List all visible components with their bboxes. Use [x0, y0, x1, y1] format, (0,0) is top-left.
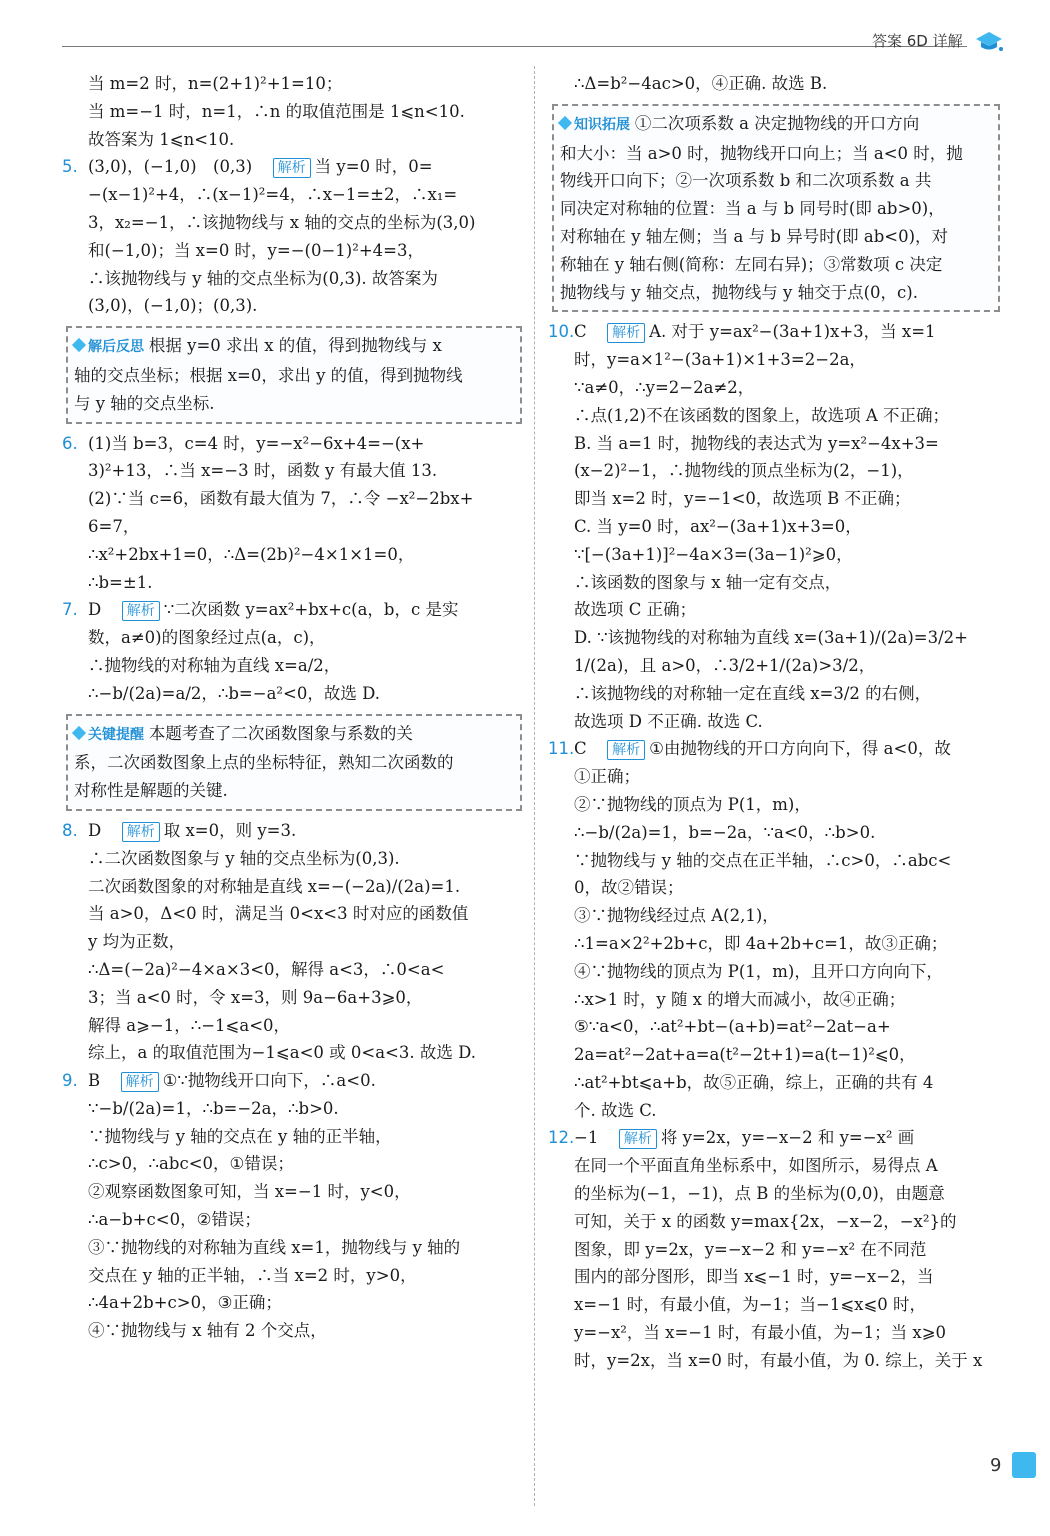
text-line: ∵a≠0，∴y=2−2a≠2，: [574, 377, 755, 397]
text-line: C. 当 y=0 时，ax²−(3a+1)x+3=0，: [574, 516, 862, 536]
text-line: ∴x²+2bx+1=0，∴Δ=(2b)²−4×1×1=0，: [88, 544, 415, 564]
question-number: 5.: [62, 157, 78, 177]
text-line: 交点在 y 轴的正半轴，∴当 x=2 时，y>0，: [88, 1265, 417, 1285]
text-line: 和大小：当 a>0 时，抛物线开口向上；当 a<0 时，抛: [560, 143, 963, 163]
answer-item: [62, 1067, 522, 1345]
text-line: 即当 x=2 时，y=−1<0，故选项 B 不正确；: [574, 489, 911, 509]
text-line: y 均为正数，: [88, 932, 186, 952]
text-line: 3)²+13，∴当 x=−3 时，函数 y 有最大值 13.: [88, 461, 438, 481]
text-line: ⑤∵a<0，∴at²+bt−(a+b)=at²−2at−a+: [574, 1017, 891, 1037]
text-line: 对称轴在 y 轴左侧；当 a 与 b 异号时(即 ab<0)，对: [560, 226, 949, 246]
text-line: −1 解析 将 y=2x，y=−x−2 和 y=−x² 画: [574, 1128, 915, 1148]
text-line: ∴a−b+c<0，②错误；: [88, 1210, 261, 1230]
analysis-tag: 解析: [607, 740, 645, 760]
question-number: 10.: [548, 322, 575, 342]
analysis-tag: 解析: [122, 601, 160, 621]
analysis-tag: 解析: [122, 822, 160, 842]
text-line: B. 当 a=1 时，抛物线的表达式为 y=x²−4x+3=: [574, 433, 939, 453]
text-line: D 解析 ∵二次函数 y=ax²+bx+c(a，b，c 是实: [88, 600, 459, 620]
right-column: [548, 70, 1000, 1375]
text-line: x=−1 时，有最小值，为−1；当−1⩽x⩽0 时，: [574, 1295, 927, 1315]
text-line: 解得 a⩾−1，∴−1⩽a<0，: [88, 1015, 291, 1035]
text-line: 当 m=2 时，n=(2+1)²+1=10；: [88, 74, 343, 93]
text-line: (3,0)，(−1,0)；(0,3).: [88, 296, 258, 316]
text-line: D 解析 取 x=0，则 y=3.: [88, 820, 297, 840]
note-tag: 关键提醒: [88, 726, 149, 743]
text-line: ∴Δ=b²−4ac>0，④正确. 故选 B.: [574, 74, 828, 93]
text-line: 个. 故选 C.: [574, 1100, 657, 1120]
question-number: 11.: [548, 739, 575, 759]
text-line: 当 m=−1 时，n=1，∴n 的取值范围是 1⩽n<10.: [88, 101, 465, 121]
text-line: 综上，a 的取值范围为−1⩽a<0 或 0<a<3. 故选 D.: [88, 1043, 476, 1063]
text-line: 2a=at²−2at+a=a(t²−2t+1)=a(t−1)²⩽0，: [574, 1045, 916, 1065]
text-line: 同决定对称轴的位置：当 a 与 b 同号时(即 ab>0)，: [560, 199, 945, 219]
question-number: 8.: [62, 820, 78, 840]
text-line: −(x−1)²+4，∴(x−1)²=4，∴x−1=±2，∴x₁=: [88, 185, 458, 205]
text-line: 系，二次函数图象上点的坐标特征，熟知二次函数的: [74, 753, 454, 773]
answer-item: [62, 153, 522, 320]
text-line: C 解析 ①由抛物线的开口方向向下，得 a<0，故: [574, 739, 951, 759]
text-line: 知识拓展 ①二次项系数 a 决定抛物线的开口方向: [560, 110, 992, 140]
page-header: [0, 0, 1050, 60]
text-line: C 解析 A. 对于 y=ax²−(3a+1)x+3，当 x=1: [574, 322, 936, 342]
text-line: ∴b=±1.: [88, 572, 153, 592]
question-number: 9.: [62, 1071, 78, 1091]
question-number: 12.: [548, 1128, 575, 1148]
header-title: 答案 6D 详解: [872, 32, 963, 50]
text-line: ∴1=a×2²+2b+c，即 4a+2b+c=1，故③正确；: [574, 933, 948, 953]
answer-item: [548, 735, 1000, 1124]
text-line: (x−2)²−1，∴抛物线的顶点坐标为(2，−1)，: [574, 461, 914, 481]
text-line: ②∵抛物线的顶点为 P(1，m)，: [574, 794, 811, 814]
text-block: [62, 70, 522, 153]
text-line: ∴二次函数图象与 y 轴的交点坐标为(0,3).: [88, 848, 400, 868]
text-line: 故答案为 1⩽n<10.: [88, 129, 235, 149]
text-line: 数，a≠0)的图象经过点(a，c)，: [88, 628, 326, 648]
text-line: (3,0)，(−1,0) (0,3) 解析 当 y=0 时，0=: [88, 157, 433, 177]
text-line: 可知，关于 x 的函数 y=max{2x，−x−2，−x²}的: [574, 1211, 957, 1231]
text-line: y=−x²，当 x=−1 时，有最小值，为−1；当 x⩾0: [574, 1323, 947, 1343]
header-rule: [62, 46, 967, 47]
text-line: ∵−b/(2a)=1，∴b=−2a，∴b>0.: [88, 1098, 339, 1118]
text-line: 与 y 轴的交点坐标.: [74, 393, 215, 413]
text-line: ∵抛物线与 y 轴的交点在 y 轴的正半轴，: [88, 1126, 392, 1146]
analysis-tag: 解析: [273, 158, 311, 178]
answer-item: [548, 318, 1000, 735]
text-line: 的坐标为(−1，−1)，点 B 的坐标为(0,0)，由题意: [574, 1184, 945, 1204]
note-icon: [558, 116, 572, 130]
note-box: [66, 326, 522, 423]
text-line: B 解析 ①∵抛物线开口向下，∴a<0.: [88, 1071, 376, 1091]
text-line: 抛物线与 y 轴交点，抛物线与 y 轴交于点(0，c).: [560, 282, 918, 302]
text-line: ∴−b/(2a)=1，b=−2a，∵a<0，∴b>0.: [574, 822, 876, 842]
text-line: 图象，即 y=2x，y=−x−2 和 y=−x² 在不同范: [574, 1239, 927, 1259]
note-tag: 知识拓展: [574, 116, 635, 133]
text-line: ∴−b/(2a)=a/2，∴b=−a²<0，故选 D.: [88, 683, 380, 703]
text-line: 当 a>0，Δ<0 时，满足当 0<x<3 时对应的函数值: [88, 904, 469, 924]
text-block: [548, 70, 1000, 98]
text-line: ③∵抛物线的对称轴为直线 x=1，抛物线与 y 轴的: [88, 1237, 461, 1257]
text-line: 关键提醒 本题考查了二次函数图象与系数的关: [74, 720, 514, 750]
text-line: 6=7，: [88, 516, 140, 536]
answer-item: [62, 430, 522, 597]
note-box: [66, 714, 522, 811]
text-line: ∴x>1 时，y 随 x 的增大而减小，故④正确；: [574, 989, 906, 1009]
text-line: ③∵抛物线经过点 A(2,1)，: [574, 906, 779, 926]
text-line: ∴抛物线的对称轴为直线 x=a/2，: [88, 655, 341, 675]
note-icon: [72, 338, 86, 352]
text-line: 解后反思 根据 y=0 求出 x 的值，得到抛物线与 x: [74, 332, 514, 362]
text-line: 1/(2a)，且 a>0，∴3/2+1/(2a)>3/2，: [574, 655, 876, 675]
text-line: 3；当 a<0 时，令 x=3，则 9a−6a+3⩾0，: [88, 987, 423, 1007]
text-line: ④∵抛物线与 x 轴有 2 个交点，: [88, 1321, 327, 1341]
text-line: ∴at²+bt⩽a+b，故⑤正确，综上，正确的共有 4: [574, 1072, 934, 1092]
text-line: ∴该抛物线与 y 轴的交点坐标为(0,3). 故答案为: [88, 268, 438, 288]
text-line: ④∵抛物线的顶点为 P(1，m)，且开口方向向下，: [574, 961, 943, 981]
graduation-cap-icon: [975, 30, 1003, 52]
text-line: 0，故②错误；: [574, 878, 684, 898]
text-line: 故选项 C 正确；: [574, 600, 697, 620]
answer-item: [548, 1124, 1000, 1374]
page-corner-tab: [1012, 1452, 1036, 1478]
page-number: 9: [990, 1455, 1002, 1476]
text-line: D. ∵该抛物线的对称轴为直线 x=(3a+1)/(2a)=3/2+: [574, 628, 969, 648]
text-line: ②观察函数图象可知，当 x=−1 时，y<0，: [88, 1182, 411, 1202]
analysis-tag: 解析: [619, 1129, 657, 1149]
question-number: 7.: [62, 600, 78, 620]
text-line: 时，y=a×1²−(3a+1)×1+3=2−2a，: [574, 350, 866, 370]
analysis-tag: 解析: [607, 323, 645, 343]
text-line: 故选项 D 不正确. 故选 C.: [574, 711, 763, 731]
text-line: 物线开口向下；②一次项系数 b 和二次项系数 a 共: [560, 171, 932, 191]
note-tag: 解后反思: [88, 339, 149, 356]
text-line: ∴c>0，∴abc<0，①错误；: [88, 1154, 294, 1174]
note-icon: [72, 725, 86, 739]
text-line: 和(−1,0)；当 x=0 时，y=−(0−1)²+4=3，: [88, 240, 424, 260]
text-line: ①正确；: [574, 767, 640, 787]
note-box: [552, 104, 1000, 313]
text-line: 称轴在 y 轴右侧(简称：左同右异)；③常数项 c 决定: [560, 254, 943, 274]
left-column: [62, 70, 522, 1345]
text-line: ∵抛物线与 y 轴的交点在正半轴，∴c>0，∴abc<: [574, 850, 952, 870]
text-line: (2)∵当 c=6，函数有最大值为 7，∴令 −x²−2bx+: [88, 489, 474, 509]
answer-item: [62, 596, 522, 707]
answer-item: [62, 817, 522, 1067]
text-line: (1)当 b=3，c=4 时，y=−x²−6x+4=−(x+: [88, 433, 425, 453]
analysis-tag: 解析: [121, 1072, 159, 1092]
question-number: 6.: [62, 433, 78, 453]
text-line: ∴Δ=(−2a)²−4×a×3<0，解得 a<3，∴0<a<: [88, 959, 445, 979]
text-line: ∴点(1,2)不在该函数的图象上，故选项 A 不正确；: [574, 405, 950, 425]
text-line: 在同一个平面直角坐标系中，如图所示，易得点 A: [574, 1156, 938, 1176]
text-line: 轴的交点坐标；根据 x=0，求出 y 的值，得到抛物线: [74, 365, 463, 385]
text-line: ∴该抛物线的对称轴一定在直线 x=3/2 的右侧，: [574, 683, 932, 703]
text-line: 对称性是解题的关键.: [74, 781, 228, 801]
text-line: 二次函数图象的对称轴是直线 x=−(−2a)/(2a)=1.: [88, 876, 461, 896]
text-line: 3，x₂=−1，∴该抛物线与 x 轴的交点的坐标为(3,0): [88, 212, 476, 232]
text-line: ∴该函数的图象与 x 轴一定有交点，: [574, 572, 842, 592]
text-line: ∵[−(3a+1)]²−4a×3=(3a−1)²⩾0，: [574, 544, 853, 564]
column-divider: [534, 66, 535, 1506]
text-line: 围内的部分图形，即当 x⩽−1 时，y=−x−2，当: [574, 1267, 934, 1287]
text-line: ∴4a+2b+c>0，③正确；: [88, 1293, 282, 1313]
text-line: 时，y=2x，当 x=0 时，有最小值，为 0. 综上，关于 x: [574, 1350, 983, 1370]
